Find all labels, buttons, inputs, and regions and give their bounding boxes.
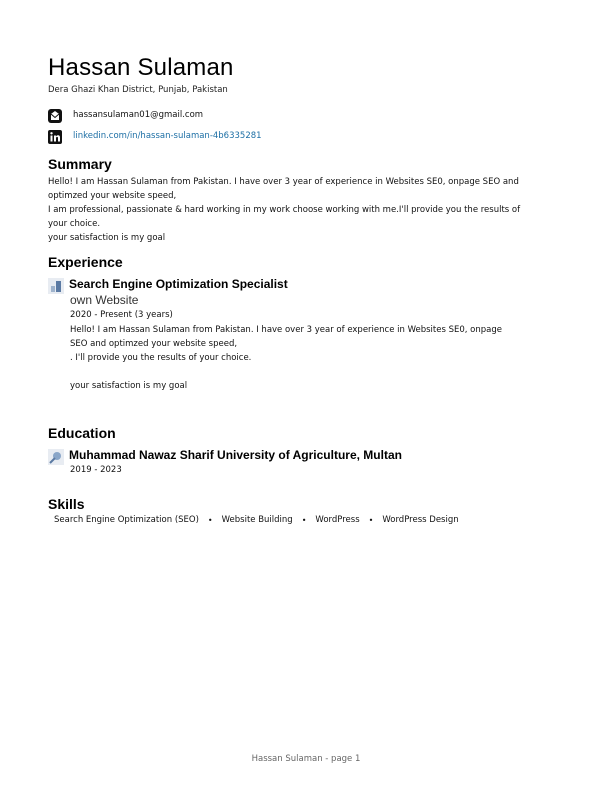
experience-description-line [70,365,550,379]
contact-email-row [48,108,204,122]
summary-line: I am professional, passionate & hard working in my work choose working with me.I'll provide you the results of [48,205,521,215]
skills-list [54,515,459,525]
summary-line: your choice. [48,219,101,229]
experience-description-line: your satisfaction is my goal [70,381,188,391]
education-dates: 2019 - 2023 [70,465,122,475]
summary-heading: Summary [48,156,112,172]
experience-organization: own Website [70,293,139,307]
experience-description-line: SEO and optimzed your website speed, [70,339,238,349]
skill-item: WordPress Design [382,515,459,525]
skills-heading: Skills [48,496,85,512]
experience-heading: Experience [48,254,123,270]
summary-line: Hello! I am Hassan Sulaman from Pakistan. I have over 3 year of experience in Websites SE0, onpage SEO and [48,177,519,187]
skill-separator: • [368,515,374,525]
skill-item: Website Building [221,515,293,525]
profile-location: Dera Ghazi Khan District, Punjab, Pakistan [48,85,228,95]
skill-separator: • [207,515,213,525]
linkedin-icon [48,129,62,143]
company-logo-icon [48,278,64,294]
summary-line: optimzed your website speed, [48,191,177,201]
education-institution: Muhammad Nawaz Sharif University of Agriculture, Multan [69,448,402,462]
skill-item: WordPress [315,515,360,525]
school-logo-icon [48,449,64,465]
experience-description-line: . I'll provide you the results of your choice. [70,353,252,363]
education-heading: Education [48,425,116,441]
contact-linkedin-link[interactable]: linkedin.com/in/hassan-sulaman-4b6335281 [73,131,262,141]
experience-description-line: Hello! I am Hassan Sulaman from Pakistan. I have over 3 year of experience in Websites SE0, onpage [70,325,502,335]
experience-dates: 2020 - Present (3 years) [70,310,173,320]
skill-separator: • [301,515,307,525]
contact-email[interactable]: hassansulaman01@gmail.com [73,110,204,120]
summary-text [48,175,558,245]
profile-name: Hassan Sulaman [48,54,234,81]
page-footer: Hassan Sulaman - page 1 [251,754,361,764]
summary-line: your satisfaction is my goal [48,233,166,243]
experience-description [70,323,550,393]
email-icon [48,108,62,122]
skill-item: Search Engine Optimization (SEO) [54,515,199,525]
contact-linkedin-row [48,129,262,143]
experience-title: Search Engine Optimization Specialist [69,277,288,291]
